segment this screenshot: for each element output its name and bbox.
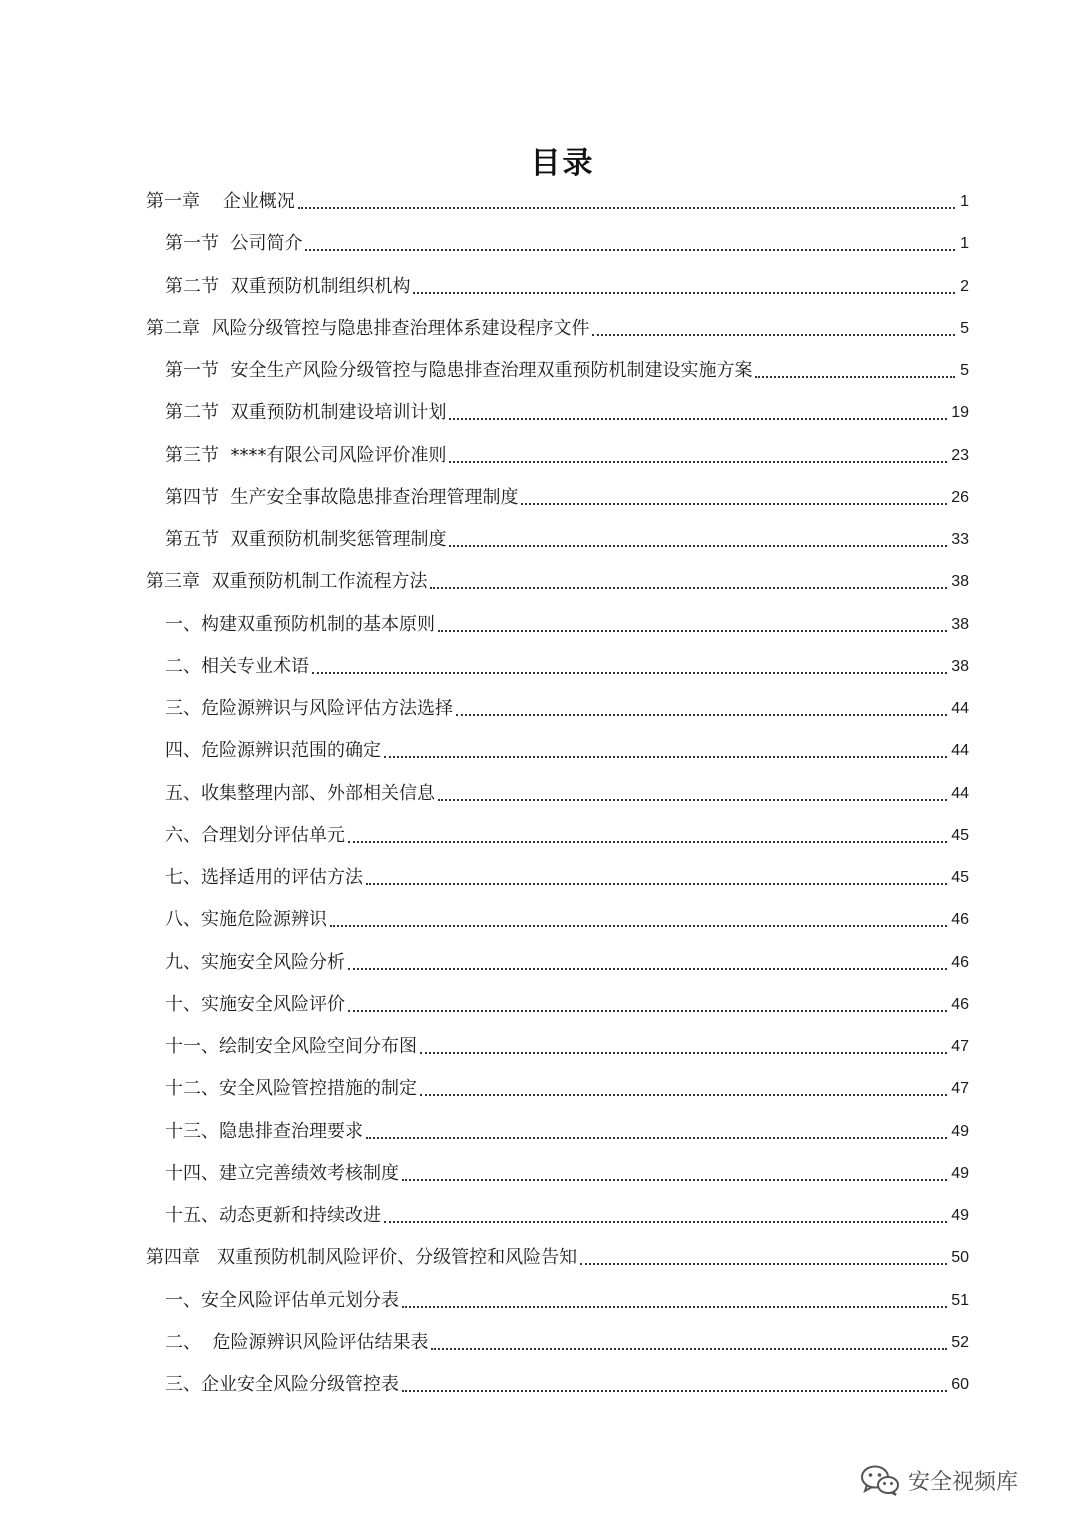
toc-dot-leader <box>431 1348 947 1350</box>
toc-entry-label: 四、危险源辨识范围的确定 <box>165 740 381 762</box>
toc-dot-leader <box>366 1137 947 1139</box>
toc-dot-leader <box>430 587 947 589</box>
toc-entry-label: 十二、安全风险管控措施的制定 <box>165 1078 417 1100</box>
toc-entry-label: 一、安全风险评估单元划分表 <box>165 1289 399 1311</box>
toc-entry-label: 二、 危险源辨识风险评估结果表 <box>165 1331 429 1353</box>
toc-entry-label: 第四章 双重预防机制风险评价、分级管控和风险告知 <box>146 1247 578 1269</box>
toc-entry[interactable] <box>165 730 969 772</box>
toc-entry-label: 十一、绘制安全风险空间分布图 <box>165 1036 417 1057</box>
toc-entry[interactable] <box>165 1364 969 1406</box>
toc-entry-label: 八、实施危险源辨识 <box>165 909 327 931</box>
toc-page-number: 1 <box>960 193 969 210</box>
toc-dot-leader <box>298 207 955 209</box>
toc-entry-label: 第二节 双重预防机制建设培训计划 <box>165 402 447 424</box>
toc-entry[interactable] <box>165 942 969 984</box>
toc-entry-label: 第三节 ****有限公司风险评价准则 <box>165 444 447 466</box>
toc-page-number: 45 <box>951 826 969 844</box>
toc-page-number: 47 <box>951 1038 969 1055</box>
toc-entry-label: 六、合理划分评估单元 <box>165 824 345 846</box>
toc-page-number: 46 <box>951 995 969 1013</box>
toc-page-number: 52 <box>951 1333 969 1351</box>
toc-entry-label: 三、企业安全风险分级管控表 <box>165 1374 399 1395</box>
toc-page-number: 49 <box>951 1164 969 1182</box>
toc-dot-leader <box>592 334 955 336</box>
toc-page-number: 46 <box>951 953 969 971</box>
toc-entry[interactable] <box>165 646 969 688</box>
toc-entry[interactable] <box>146 561 969 603</box>
toc-page-number: 49 <box>951 1207 969 1224</box>
toc-entry-label: 二、相关专业术语 <box>165 655 309 677</box>
toc-entry-label: 五、收集整理内部、外部相关信息 <box>165 782 435 804</box>
toc-page-number: 44 <box>951 742 969 760</box>
toc-entry-label: 十、实施安全风险评价 <box>165 993 345 1015</box>
toc-entry[interactable] <box>165 1280 969 1322</box>
toc-dot-leader <box>384 1221 947 1223</box>
toc-dot-leader <box>580 1263 947 1265</box>
toc-dot-leader <box>456 714 947 716</box>
toc-page-number: 51 <box>951 1291 969 1309</box>
toc-page-number: 44 <box>951 784 969 802</box>
toc-entry[interactable] <box>165 604 969 646</box>
wechat-icon <box>860 1464 900 1496</box>
toc-entry-label: 第四节 生产安全事故隐患排查治理管理制度 <box>165 486 519 508</box>
toc-dot-leader <box>402 1306 947 1308</box>
toc-page-number: 47 <box>951 1080 969 1098</box>
toc-page-number: 23 <box>951 446 969 464</box>
toc-dot-leader <box>420 1052 947 1054</box>
toc-dot-leader <box>366 883 947 885</box>
toc-page-number: 26 <box>951 488 969 506</box>
toc-dot-leader <box>348 968 947 970</box>
toc-entry[interactable] <box>165 899 969 941</box>
toc-dot-leader <box>348 841 947 843</box>
toc-page-number: 38 <box>951 657 969 675</box>
toc-entry-label: 第二节 双重预防机制组织机构 <box>165 275 411 297</box>
toc-page-number: 33 <box>951 531 969 548</box>
toc-entry-label: 三、危险源辨识与风险评估方法选择 <box>165 698 453 719</box>
toc-entry[interactable] <box>146 1237 969 1279</box>
toc-entry[interactable] <box>165 350 969 392</box>
toc-dot-leader <box>449 418 947 420</box>
toc-entry[interactable] <box>165 773 969 815</box>
toc-dot-leader <box>312 672 947 674</box>
toc-dot-leader <box>420 1094 947 1096</box>
toc-dot-leader <box>384 756 947 758</box>
toc-entry[interactable] <box>165 857 969 899</box>
toc-entry[interactable] <box>165 1195 969 1237</box>
toc-entry-label: 十三、隐患排查治理要求 <box>165 1120 363 1142</box>
toc-entry[interactable] <box>165 435 969 477</box>
toc-dot-leader <box>521 503 947 505</box>
toc-entry[interactable] <box>165 1111 969 1153</box>
toc-entry[interactable] <box>146 181 969 223</box>
toc-entry[interactable] <box>146 308 969 350</box>
toc-dot-leader <box>438 630 947 632</box>
toc-dot-leader <box>330 925 947 927</box>
toc-entry[interactable] <box>165 266 969 308</box>
toc-page-number: 1 <box>960 235 969 253</box>
toc-dot-leader <box>348 1010 947 1012</box>
toc-entry[interactable] <box>165 1322 969 1364</box>
toc-page-number: 50 <box>951 1249 969 1267</box>
toc-entry-label: 第三章 双重预防机制工作流程方法 <box>146 571 428 593</box>
toc-entry[interactable] <box>165 984 969 1026</box>
watermark-text: 安全视频库 <box>908 1469 1019 1495</box>
toc-entry[interactable] <box>165 223 969 265</box>
toc-dot-leader <box>438 799 947 801</box>
toc-dot-leader <box>449 461 947 463</box>
toc-entry[interactable] <box>165 1026 969 1068</box>
toc-page-number: 46 <box>951 911 969 929</box>
toc-page-number: 38 <box>951 573 969 591</box>
toc-entry-label: 十五、动态更新和持续改进 <box>165 1205 381 1226</box>
toc-entry[interactable] <box>165 519 969 561</box>
toc-page-number: 2 <box>960 277 969 295</box>
toc-page-number: 5 <box>960 362 969 379</box>
toc-dot-leader <box>402 1390 947 1392</box>
toc-entry-label: 一、构建双重预防机制的基本原则 <box>165 613 435 635</box>
toc-page-number: 44 <box>951 700 969 717</box>
toc-entry-label: 第一章 企业概况 <box>146 191 295 212</box>
toc-dot-leader <box>402 1179 947 1181</box>
toc-dot-leader <box>413 292 955 294</box>
toc-entry-label: 第五节 双重预防机制奖惩管理制度 <box>165 529 447 550</box>
toc-entry[interactable] <box>165 688 969 730</box>
toc-entry[interactable] <box>165 815 969 857</box>
toc-entry[interactable] <box>165 392 969 434</box>
toc-dot-leader <box>755 376 955 378</box>
toc-page-number: 19 <box>951 404 969 422</box>
toc-page-number: 5 <box>960 319 969 337</box>
toc-entry[interactable] <box>165 1068 969 1110</box>
toc-entry-label: 第一节 安全生产风险分级管控与隐患排查治理双重预防机制建设实施方案 <box>165 360 753 381</box>
toc-page-number: 45 <box>951 869 969 886</box>
toc-entry[interactable] <box>165 477 969 519</box>
toc-entry-label: 十四、建立完善绩效考核制度 <box>165 1162 399 1184</box>
toc-entry[interactable] <box>165 1153 969 1195</box>
toc-entry-label: 第一节 公司简介 <box>165 233 303 255</box>
toc-entry-label: 九、实施安全风险分析 <box>165 951 345 973</box>
toc-entry-label: 第二章 风险分级管控与隐患排查治理体系建设程序文件 <box>146 317 590 339</box>
toc-page-number: 38 <box>951 615 969 633</box>
toc-dot-leader <box>305 249 955 251</box>
toc-page-number: 60 <box>951 1376 969 1393</box>
toc-entry-label: 七、选择适用的评估方法 <box>165 867 363 888</box>
page-title: 目录 <box>530 146 595 181</box>
toc-dot-leader <box>449 545 947 547</box>
toc-page-number: 49 <box>951 1122 969 1140</box>
watermark <box>860 1460 1018 1500</box>
